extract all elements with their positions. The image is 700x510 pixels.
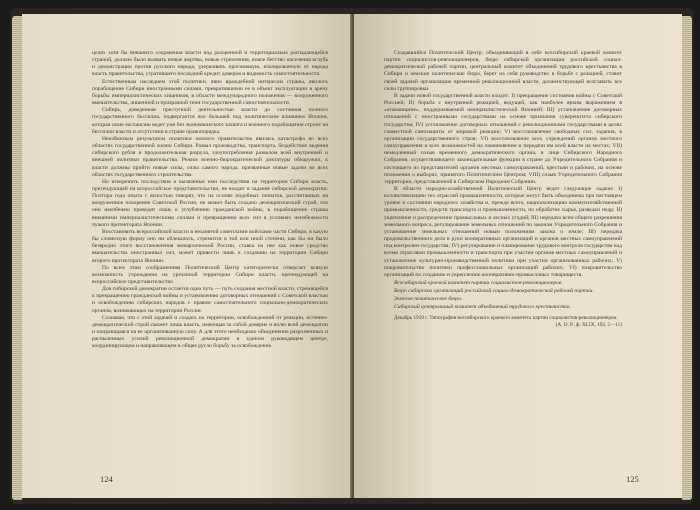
signature: Сибирский центральный комитет объединений трудового крестьянства.: [394, 304, 571, 311]
paragraph: По всем этим соображениям Политический Центр категорически отвергает всякую возможность учреждения на урезанной территории Сибири власти, претендующей на всероссийское представительство.: [92, 264, 328, 285]
open-book: [10, 8, 694, 504]
paragraph: Сибирь, доведенная преступной деятельностью власти до состояния полного государственного бессилия, подвергается все большей под политическим влиянием Японии, которая свою экспансию ведет уже без экономического захвата и военного порабощения строит на бессилии власти и отсутствии в стране правопорядка.: [92, 107, 328, 135]
paragraph: Создавшийся Политический Центр, объединяющий в себе всесибирский краевой комитет партии социалистов-революционеров, бюро сибирской организации российской социал-демократической рабочей партии, центральный комитет объединений трудового крестьянства в Сибири и земские политические бюро, берет на себя руководство в борьбе с реакцией, ставит своей задачей организацию временной революционной власти, долженствующей возглавить все силы группировки.: [384, 50, 622, 92]
paragraph: В области народно-хозяйственной Политический Центр ведет следующие задачи: I) коллективизацию тех отраслей промышленности, которые могут быть объединены при настоящем уровне и состоянии народного хозяйства и, прежде всего, национализацию коммунхозяйственной промышленности, средств транспорта и промышленности, по обработке сырья, разведки недр; II) укрепление и распределение промысловых и лесных угодий; III) передача всем общего разрешения земельного вопроса, регулирование земельных отношений по законам Учредительного Собрания и установление земельных отношений новым положениям закона о земле; III) передача продовольственного дела в руки кооперативных организаций и органов местных самоуправлений под контролем государства; IV) регулирование и планирование трудового контроля государства над всеми отраслями промышленности и транспорта при участии органов местных самоуправлений и установление культурно-производственной политики при участии организованных рабочих; V) покровительство политики профессиональных организаций рабочих; VI) покровительство организаций по созданию и укреплению кооперативно-промысловых товариществ.: [384, 185, 622, 278]
paragraph: Для сибирской демократии остается одна путь — путь создания местной власти, стремящейся к прекращению гражданской войны и установлению договорных отношений с Советской властью и освобождению сибирских народов с правом самостоятельного социально-демократических органов, возникающих на территории России.: [92, 286, 328, 314]
signature: Земское политическое бюро.: [394, 296, 463, 303]
right-page: [354, 14, 682, 498]
paragraph: Но искоренить последствия и вызванные ими последствия на территории Сибири власть, претендующей на всероссийское представительство, не входит в задание сибирской демократии. Полтора года опыта с ясностью говорят, что на основе подобных попыток, рассчитанных на вооруженное покорение Советской России, не может быть создано демократический строй, что они неизбежно приводят лишь к углублению гражданской войны, к порабощению страны внешними империалистическими силами и превращению всех сил в условиях неизбежности чужого протектората Японии.: [92, 178, 328, 228]
paragraph: Восстановить всероссийской власти в незанятой советскими войсками части Сибири, в какую бы словесную форму оно ни облекалось, стремится в той или иной степени, как бы ни было безвредно этого восстановления монархической России, ставка на нее как новое средство вмешательства иностранных сил, может привести лишь к созданию на территории Сибири второго протектората Японии.: [92, 228, 328, 264]
left-page-text: [92, 50, 328, 351]
left-page: [22, 14, 352, 498]
right-page-text: [384, 50, 622, 329]
footnote: Декабрь 1919 г. Типография всесибирского краевого комитета партии социалистов-революционеров.: [394, 314, 618, 321]
paragraph: целях хотя бы внешнего сохранения власти над разоренной и территориально распадающейся страной, должно было вызвать новые жертвы, новые стремления, новое бегство населения вглубь и демонстрации против русского народа, удерживать прогнившую, изолированную от народа власть правительства, утратившего последний кредит доверия и видимость самостоятельности.: [92, 50, 328, 78]
archive-reference: (А. О. Р., ф. XLIX, 192, 2—11): [555, 322, 622, 329]
page-edges-left: [12, 16, 22, 500]
paragraph: Неизбежным результатом политики омского правительства явилась катастрофа во всех областях государственной жизни Сибири. Развал производства, транспорта, бездействие ведения сибирского рубля и продолжительная разруха, злоупотребления развалом всей внутренней и внешней политики правительства. Режим военно-бюрократической диктатуры обнаружил, к власти должны прийти новые силы, силы самого народа, призванные новые задачи во всех областях государственного строительства.: [92, 135, 328, 178]
paragraph: Сознавая, что с этой задачей и создать на территории, освобожденной от реакции, истинно-демократический строй сможет лишь власть, имеющая за собой доверие и волю всей демократии и опирающаяся на ее организованную силу. А для этого необходимо объединение разрозненных и распыленных усилий революционной демократии в едином руководящем центре, координирующем и направляющем в общее русло борьбу за освобождение.: [92, 314, 328, 350]
paragraph: Естественным наследием этой политики, явно враждебной интересам страны, явилось порабощение Сибири иностранными силами, превратившими ее в объект эксплуатации и арену борьбы империалистических хищников, в области международного положения — вооруженного вмешательства, лишенной и призрачной тени государственной самостоятельности.: [92, 78, 328, 107]
page-number: 125: [626, 474, 639, 484]
page-number: 124: [100, 474, 113, 484]
signature: Бюро сибирских организаций российской социал-демократической рабочей партии.: [394, 288, 594, 295]
signature: Всесибирский краевой комитет партии социалистов-революционеров.: [394, 280, 563, 286]
page-edges-right: [682, 16, 692, 500]
paragraph: В задачи новой государственной власти входит: I) прекращение состояния войны с Советской Россией; II) борьба с внутренней реакцией, ведущей, как наиболее ярким выражением в «атаманщине», поддерживаемой империалистической Японией; III) установление договорных отношений с иностранными государствами на основе признания суверенитета сибирского государства; IV) установление договорных отношений с революционными государствами в целях совместной самозащиты от мировой реакции; V) восстановление свободных сил, задания, в организации государственного строя; VI) восстановление всех учреждений органов местного самоуправления и всех возможностей на поминовении и передачи им всей власти на местах; VII) немедленный созыв временного демократического органа, в лице Сибирского Народного Собрания, осуществляющего законодательные функции в стране до Учредительного Собрания и состоящего из представителей органов местных самоуправлений, крестьян и рабочих, на основе положения о выборах, принятого Политическим Центром; VIII) созыв Учредительного Собрания территории, представленной в Сибирском Народном Собрании.: [384, 92, 622, 185]
